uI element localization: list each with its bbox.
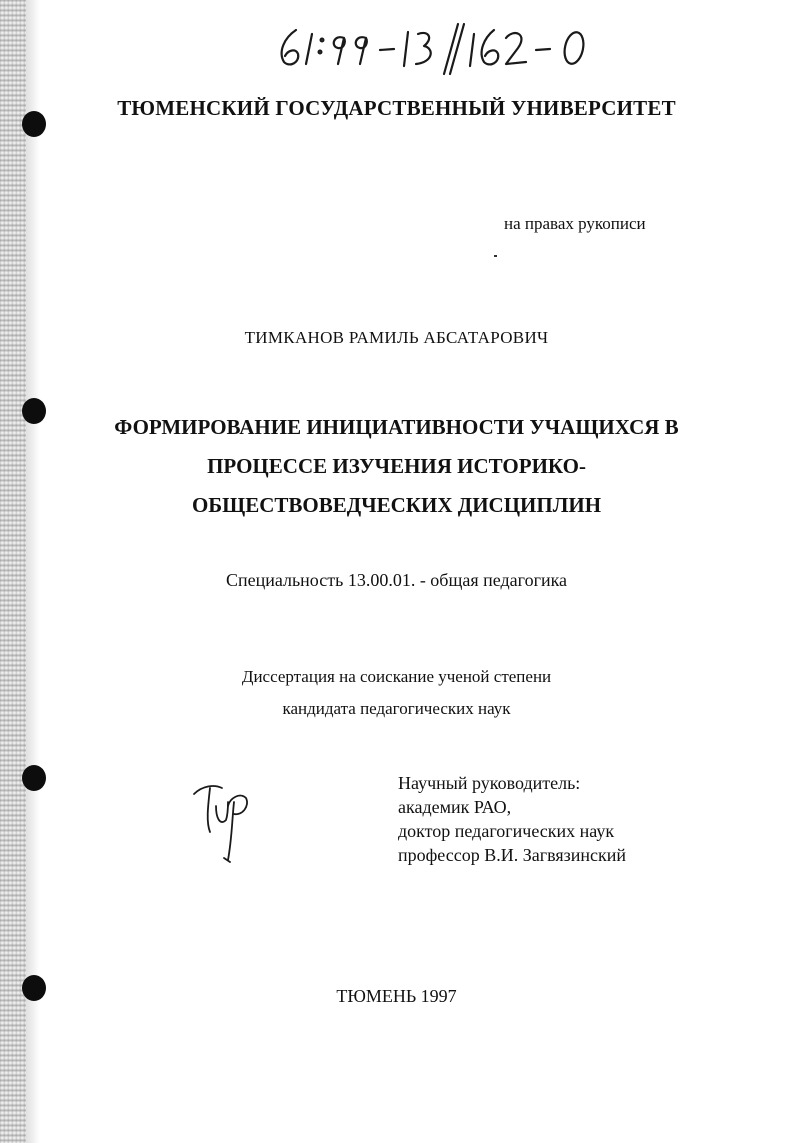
specialty: Специальность 13.00.01. - общая педагогика xyxy=(225,570,568,590)
handwritten-archive-number xyxy=(262,18,602,78)
punch-hole-3 xyxy=(22,765,46,791)
scan-speck xyxy=(494,255,497,257)
scientific-supervisor xyxy=(398,771,626,867)
city-year: ТЮМЕНЬ 1997 xyxy=(336,986,457,1006)
title-line-2: ПРОЦЕССЕ ИЗУЧЕНИЯ ИСТОРИКО- xyxy=(207,454,586,478)
title-line-3: ОБЩЕСТВОВЕДЧЕСКИХ ДИСЦИПЛИН xyxy=(191,493,602,517)
signature xyxy=(188,776,258,866)
university-name: ТЮМЕНСКИЙ ГОСУДАРСТВЕННЫЙ УНИВЕРСИТЕТ xyxy=(117,96,676,120)
supervisor-line-4: профессор В.И. Загвязинский xyxy=(398,845,627,865)
supervisor-line-3: доктор педагогических наук xyxy=(398,821,615,841)
supervisor-line-2: академик РАО, xyxy=(398,797,512,817)
thesis-statement xyxy=(0,661,793,725)
thesis-line-2: кандидата педагогических наук xyxy=(282,699,511,718)
author-name: ТИМКАНОВ РАМИЛЬ АБСАТАРОВИЧ xyxy=(244,328,549,347)
thesis-line-1: Диссертация на соискание ученой степени xyxy=(241,667,552,686)
title-line-1: ФОРМИРОВАНИЕ ИНИЦИАТИВНОСТИ УЧАЩИХСЯ В xyxy=(114,415,679,439)
dissertation-title xyxy=(0,408,793,525)
supervisor-line-1: Научный руководитель: xyxy=(398,773,581,793)
manuscript-note: на правах рукописи xyxy=(504,214,646,233)
